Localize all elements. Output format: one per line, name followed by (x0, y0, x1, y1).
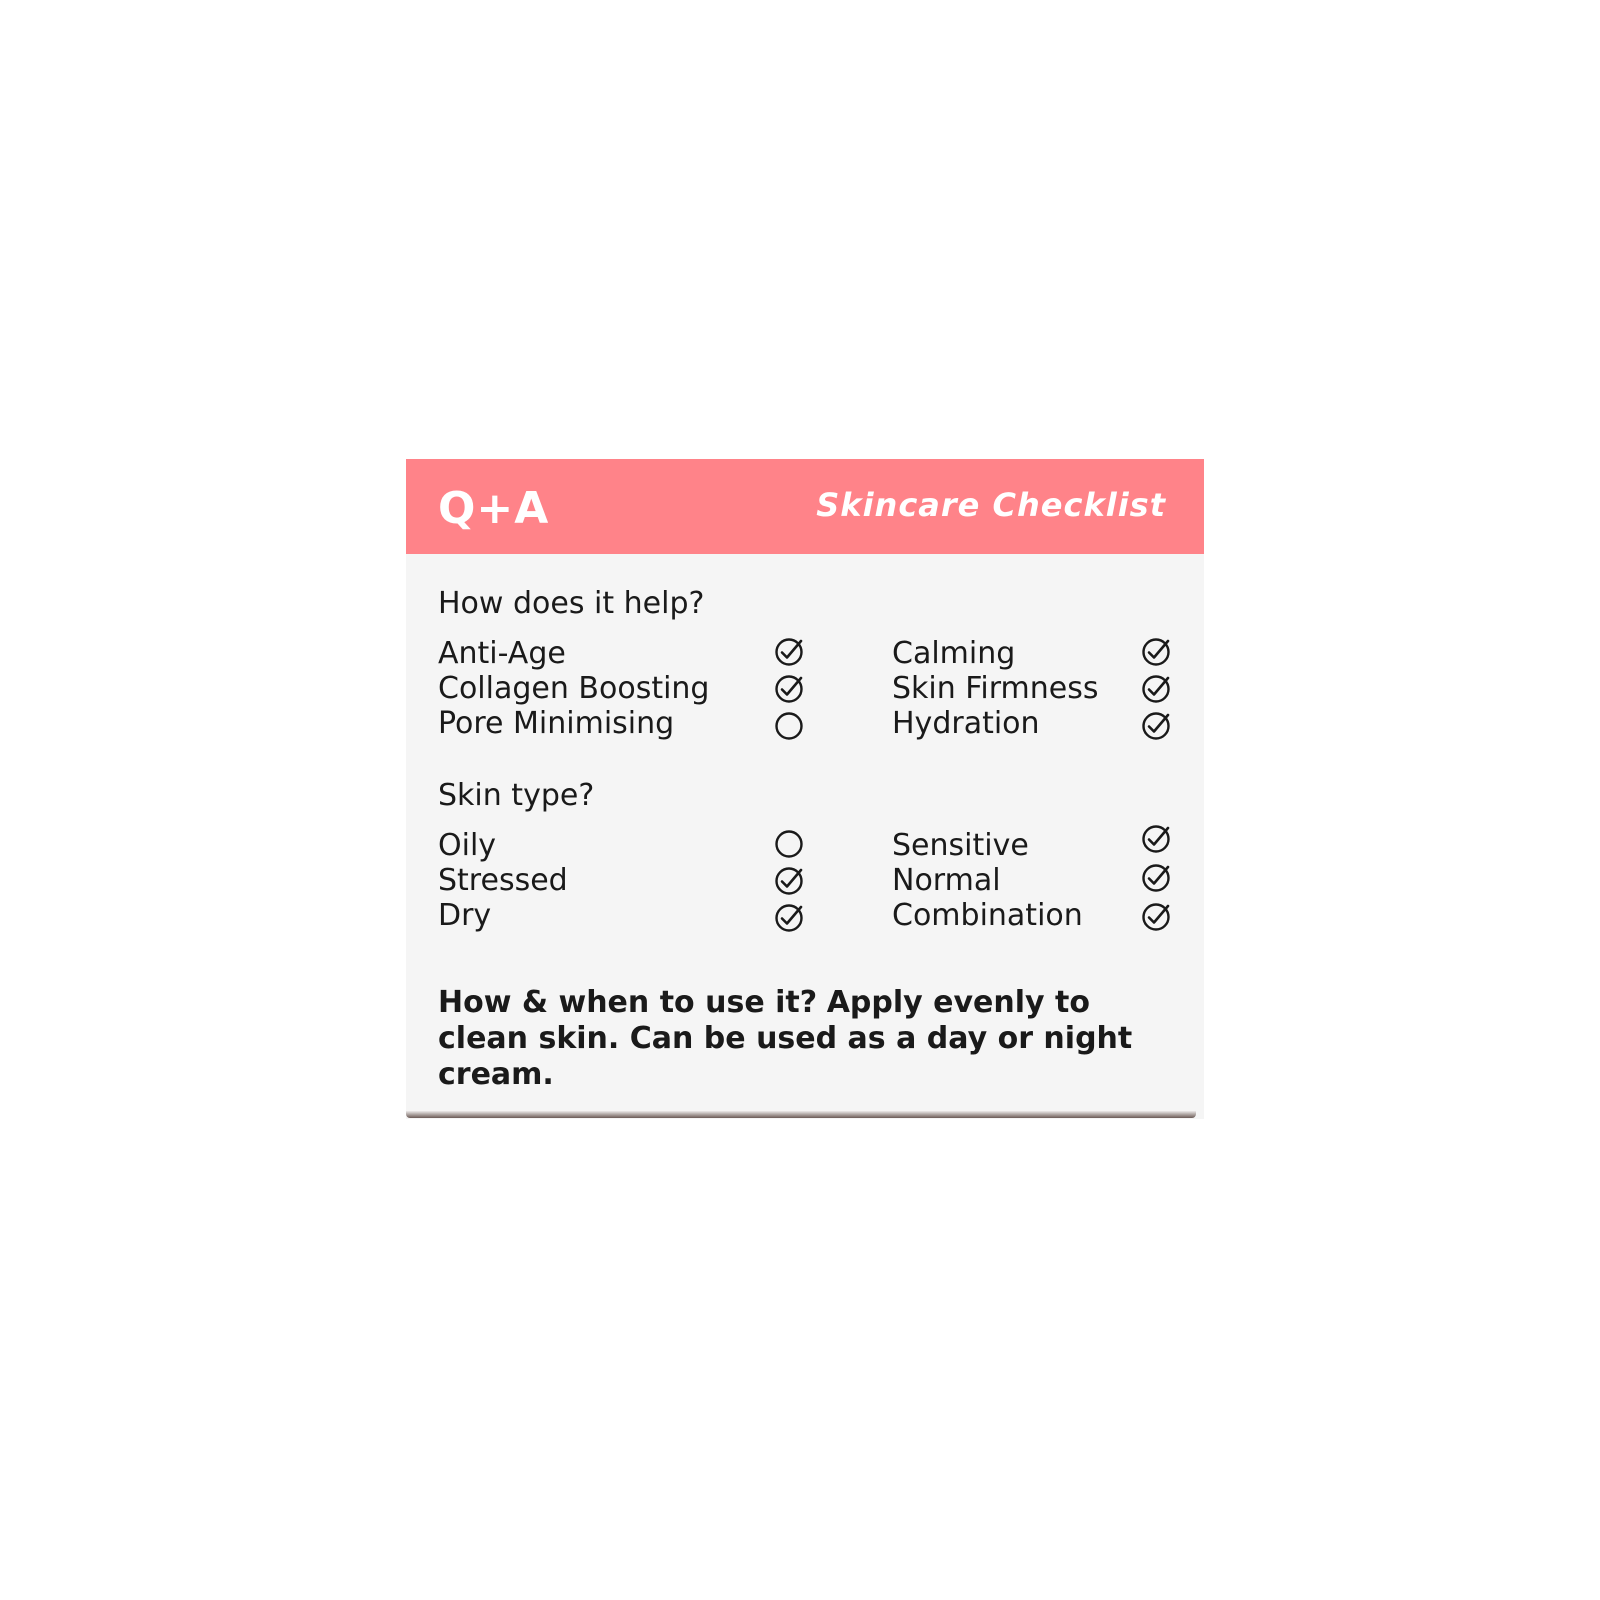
skin-type-check-icon (1141, 824, 1171, 854)
benefit-check-icon (1141, 711, 1171, 741)
benefit-check-icon (774, 674, 804, 704)
skin-type-check-icon (774, 866, 804, 896)
skin-type-label: Combination (892, 898, 1083, 933)
benefit-label: Calming (892, 636, 1016, 671)
box-bottom-edge (406, 1110, 1196, 1118)
skin-type-label: Oily (438, 828, 497, 863)
benefit-check-icon (1141, 637, 1171, 667)
checklist-panel (406, 459, 1204, 1119)
usage-text: Apply evenly to clean skin. Can be used as a day or night cream. (438, 985, 1133, 1092)
benefit-check-icon (774, 637, 804, 667)
usage-question: How & when to use it? (438, 985, 818, 1020)
benefit-label: Anti-Age (438, 636, 566, 671)
skin-type-check-icon (1141, 902, 1171, 932)
skin-type-label: Dry (438, 898, 492, 933)
benefit-check-icon (1141, 674, 1171, 704)
checklist-title: Skincare Checklist (816, 486, 1166, 524)
benefit-label: Pore Minimising (438, 706, 675, 741)
header-bar (406, 459, 1204, 554)
skin-type-title: Skin type? (438, 778, 595, 813)
usage-instructions (438, 985, 1178, 1093)
benefit-label: Skin Firmness (892, 671, 1099, 706)
benefits-title: How does it help? (438, 586, 705, 621)
skin-type-check-icon (774, 903, 804, 933)
benefit-label: Collagen Boosting (438, 671, 710, 706)
benefit-check-icon (774, 711, 804, 741)
skin-type-label: Sensitive (892, 828, 1029, 863)
benefit-label: Hydration (892, 706, 1040, 741)
brand-logo: Q+A (438, 483, 550, 534)
skin-type-label: Normal (892, 863, 1001, 898)
skin-type-check-icon (774, 829, 804, 859)
skin-type-check-icon (1141, 863, 1171, 893)
skin-type-label: Stressed (438, 863, 568, 898)
